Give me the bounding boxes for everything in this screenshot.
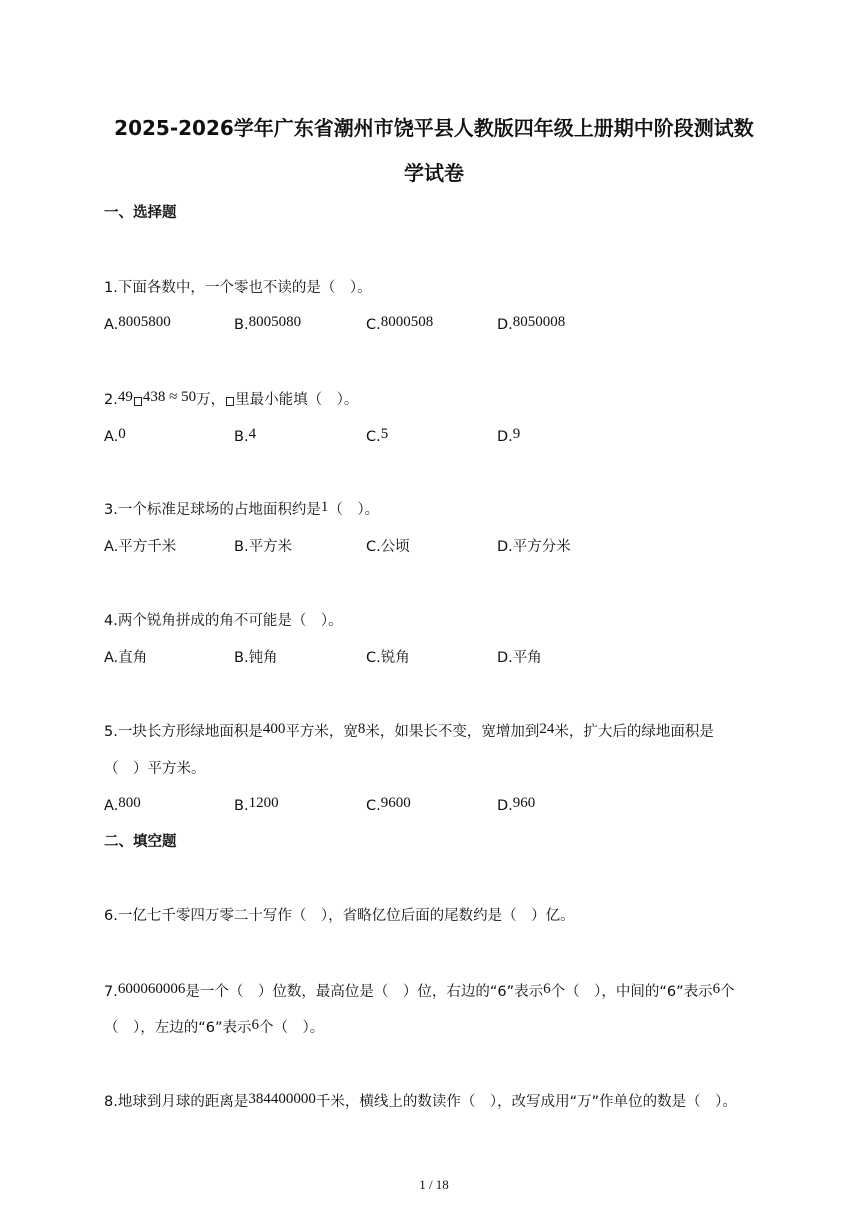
question-4-option-c: C.锐角: [366, 650, 410, 666]
question-4-option-a: A.直角: [104, 650, 148, 666]
question-7-stem-line-2: （ ），左边的“6”表示6个（ ）。: [104, 1017, 325, 1036]
question-2-stem: 2.49 438 ≈ 50万， 里最小能填（ ）。: [104, 389, 359, 408]
exam-title-line-2: 学试卷: [404, 161, 464, 185]
question-5-stem-line-2: （ ）平方米。: [104, 761, 206, 777]
question-1-option-c: C.8000508: [366, 314, 434, 333]
question-2-option-a: A.0: [104, 426, 126, 445]
question-5-stem: 5.一块长方形绿地面积是400平方米，宽8米，如果长不变，宽增加到24米，扩大后的绿地面积是: [104, 721, 714, 740]
question-3-option-d: D.平方分米: [497, 539, 571, 555]
page-number: 1 / 18: [419, 1177, 449, 1192]
exam-title-line-1: 2025-2026学年广东省潮州市饶平县人教版四年级上册期中阶段测试数: [114, 116, 754, 140]
question-4-stem: 4.两个锐角拼成的角不可能是（ ）。: [104, 613, 343, 629]
question-5-option-d: D.960: [497, 795, 536, 814]
question-3-stem: 3.一个标准足球场的占地面积约是1（ ）。: [104, 499, 380, 518]
question-5-option-c: C.9600: [366, 795, 411, 814]
question-3-option-b: B.平方米: [234, 539, 293, 555]
question-3-option-c: C.公顷: [366, 539, 410, 555]
question-5-option-b: B.1200: [234, 795, 279, 814]
question-2-option-c: C.5: [366, 426, 389, 445]
blank-box-icon: [226, 397, 234, 406]
question-1-option-b: B.8005080: [234, 314, 302, 333]
blank-box-icon: [134, 397, 142, 406]
question-8-stem: 8.地球到月球的距离是384400000千米，横线上的数读作（ ），改写成用“万”作单位的数是（ ）。: [104, 1091, 737, 1110]
question-1-stem: 1.下面各数中，一个零也不读的是（ ）。: [104, 280, 372, 296]
section-heading-fill-blank: 二、填空题: [104, 834, 177, 850]
question-7-stem: 7.600060006是一个（ ）位数，最高位是（ ）位，右边的“6”表示6个（ ），中间的“6”表示6个: [104, 981, 735, 1000]
question-3-option-a: A.平方千米: [104, 539, 177, 555]
section-heading-choice: 一、选择题: [104, 205, 177, 221]
question-2-option-b: B.4: [234, 426, 257, 445]
question-6-stem: 6.一亿七千零四万零二十写作（ ），省略亿位后面的尾数约是（ ）亿。: [104, 908, 575, 924]
question-5-option-a: A.800: [104, 795, 141, 814]
question-2-option-d: D.9: [497, 426, 521, 445]
question-1-option-a: A.8005800: [104, 314, 171, 333]
question-4-option-d: D.平角: [497, 650, 542, 666]
question-4-option-b: B.钝角: [234, 650, 278, 666]
question-1-option-d: D.8050008: [497, 314, 566, 333]
